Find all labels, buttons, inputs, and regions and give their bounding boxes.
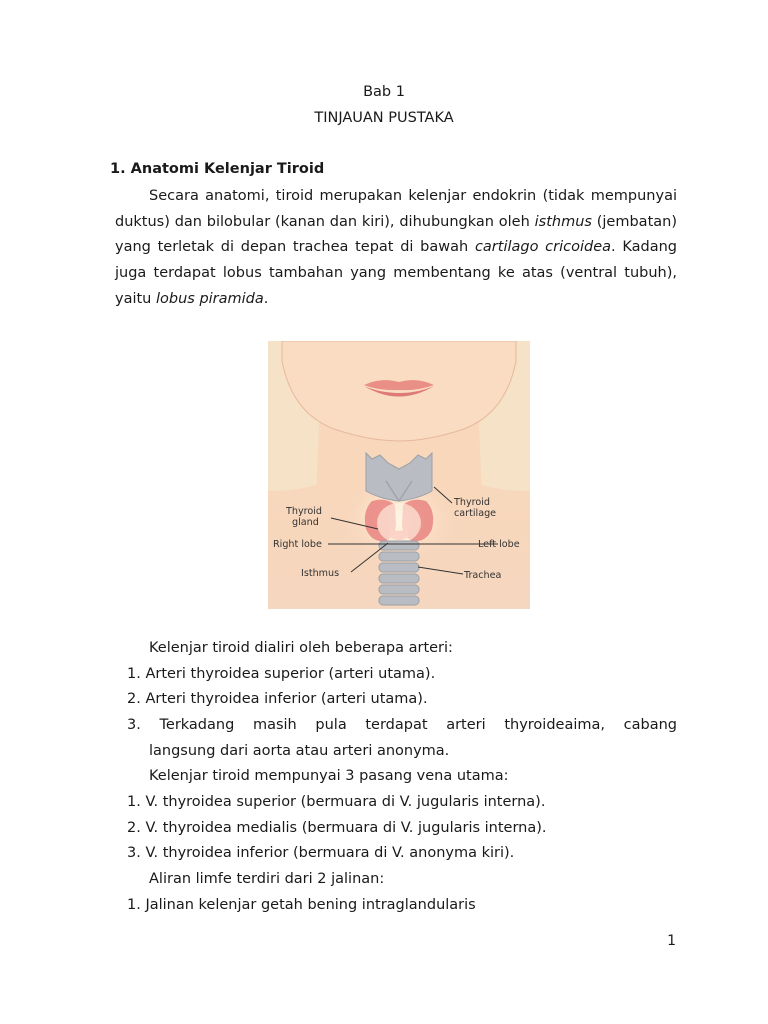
intro-text-1: Secara anatomi, tiroid merupakan kelenjar endokrin (tidak mempunyai duktus) dan bilobular (kanan dan kiri), dihubungkan oleh: [115, 188, 677, 230]
label-thyroid-gland-2: gland: [292, 517, 319, 528]
intro-text-3: . Kadang juga terdapat lobus tambahan yang membentang ke atas (ventral tubuh), yaitu: [115, 239, 677, 307]
label-thyroid-gland-1: Thyroid: [286, 506, 322, 517]
term-isthmus: isthmus: [534, 213, 592, 230]
intro-paragraph: [115, 184, 677, 313]
chapter-label: Bab 1: [363, 84, 405, 100]
veins-intro: Kelenjar tiroid mempunyai 3 pasang vena utama:: [149, 768, 509, 784]
label-trachea: Trachea: [464, 570, 502, 581]
intro-text-4: .: [263, 290, 269, 307]
artery-item-3-cont: langsung dari aorta atau arteri anonyma.: [149, 743, 450, 759]
term-lobus: lobus piramida: [155, 290, 264, 307]
label-thyroid-cartilage-1: Thyroid: [454, 497, 490, 508]
label-isthmus: Isthmus: [301, 568, 340, 579]
artery-item-3: 3. Terkadang masih pula terdapat arteri thyroideaima, cabang: [127, 717, 677, 733]
page-number: 1: [667, 933, 676, 949]
gland-highlight: [377, 503, 421, 543]
label-thyroid-cartilage-2: cartilage: [454, 508, 497, 519]
artery-item-2: 2. Arteri thyroidea inferior (arteri utama).: [127, 691, 428, 707]
artery-item-1: 1. Arteri thyroidea superior (arteri utama).: [127, 666, 436, 682]
vein-item-1: 1. V. thyroidea superior (bermuara di V. jugularis interna).: [127, 794, 546, 810]
vein-item-3: 3. V. thyroidea inferior (bermuara di V. anonyma kiri).: [127, 845, 515, 861]
lymph-item-1: 1. Jalinan kelenjar getah bening intraglandularis: [127, 897, 476, 913]
lymph-intro: Aliran limfe terdiri dari 2 jalinan:: [149, 871, 385, 887]
vein-item-2: 2. V. thyroidea medialis (bermuara di V. jugularis interna).: [127, 820, 547, 836]
label-right-lobe: Right lobe: [273, 539, 322, 550]
arteries-intro: Kelenjar tiroid dialiri oleh beberapa arteri:: [149, 640, 453, 656]
thyroid-anatomy-figure: [268, 341, 530, 609]
chapter-title: TINJAUAN PUSTAKA: [314, 110, 454, 126]
intro-text-2: (jembatan) yang terletak di depan trachea tepat di bawah: [115, 213, 677, 256]
term-cartilago: cartilago cricoidea: [474, 239, 612, 256]
section-heading: 1. Anatomi Kelenjar Tiroid: [110, 161, 325, 177]
label-left-lobe: Left lobe: [478, 539, 520, 550]
